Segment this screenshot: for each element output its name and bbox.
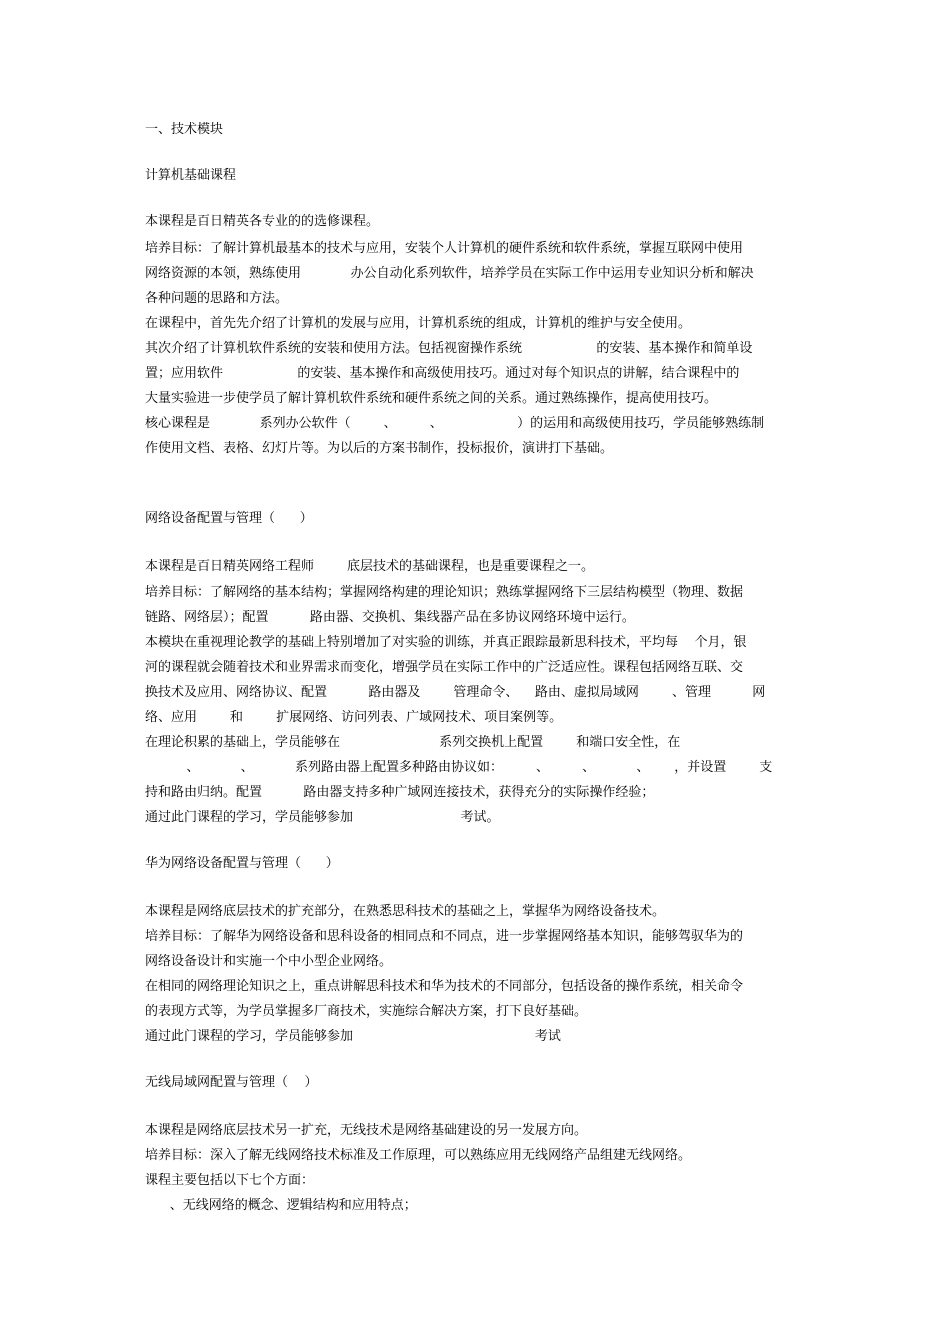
paragraph-line: 课程主要包括以下七个方面： bbox=[145, 1173, 315, 1188]
paragraph-line: 在相同的网络理论知识之上，重点讲解思科技术和华为技术的不同部分，包括设备的操作系统，相关命令 bbox=[145, 979, 744, 994]
paragraph-line: 本模块在重视理论教学的基础上特别增加了对实验的训练，并真正跟踪最新思科技术，平均每 个月，银 bbox=[145, 635, 747, 650]
paragraph-line: 换技术及应用、网络协议、配置 路由器及 管理命令、 路由、虚拟局域网 、管理 网 bbox=[145, 685, 766, 700]
paragraph-line: 在课程中，首先先介绍了计算机的发展与应用，计算机系统的组成，计算机的维护与安全使用。 bbox=[145, 316, 692, 331]
paragraph-line: 本课程是网络底层技术的扩充部分，在熟悉思科技术的基础之上，掌握华为网络设备技术。 bbox=[145, 904, 666, 919]
paragraph-line: 网络设备设计和实施一个中小型企业网络。 bbox=[145, 954, 393, 969]
paragraph-line: 网络资源的本领，熟练使用 办公自动化系列软件，培养学员在实际工作中运用专业知识分析和解决 bbox=[145, 266, 754, 281]
paragraph-line: 络、应用 和 扩展网络、访问列表、广域网技术、项目案例等。 bbox=[145, 710, 563, 725]
paragraph-line: 本课程是百日精英网络工程师 底层技术的基础课程，也是重要课程之一。 bbox=[145, 559, 595, 574]
paragraph-line: 培养目标：了解计算机最基本的技术与应用，安装个人计算机的硬件系统和软件系统，掌握互联网中使用 bbox=[145, 241, 744, 256]
paragraph-line: 的表现方式等，为学员掌握多厂商技术，实施综合解决方案，打下良好基础。 bbox=[145, 1004, 588, 1019]
paragraph-line: 通过此门课程的学习，学员能够参加 考试。 bbox=[145, 810, 500, 825]
paragraph-line: 培养目标：了解网络的基本结构；掌握网络构建的理论知识；熟练掌握网络下三层结构模型（物理、数据 bbox=[145, 585, 744, 600]
section-title-huawei-devices: 华为网络设备配置与管理（ ） bbox=[145, 856, 339, 871]
paragraph-line: 持和路由归纳。配置 路由器支持多种广域网连接技术，获得充分的实际操作经验； bbox=[145, 785, 655, 800]
paragraph-line: 作使用文档、表格、幻灯片等。为以后的方案书制作，投标报价，演讲打下基础。 bbox=[145, 441, 614, 456]
paragraph-line: 置；应用软件 的安装、基本操作和高级使用技巧。通过对每个知识点的讲解，结合课程中的 bbox=[145, 366, 740, 381]
paragraph-line: 、无线网络的概念、逻辑结构和应用特点； bbox=[145, 1198, 417, 1213]
paragraph-line: 本课程是百日精英各专业的的选修课程。 bbox=[145, 214, 380, 229]
section-title-network-devices: 网络设备配置与管理（ ） bbox=[145, 511, 313, 526]
section-title-wireless-lan: 无线局域网配置与管理（ ） bbox=[145, 1075, 318, 1090]
paragraph-line: 本课程是网络底层技术另一扩充，无线技术是网络基础建设的另一发展方向。 bbox=[145, 1123, 588, 1138]
paragraph-line: 链路、网络层）；配置 路由器、交换机、集线器产品在多协议网络环境中运行。 bbox=[145, 610, 635, 625]
section-title-computer-basics: 计算机基础课程 bbox=[145, 168, 237, 183]
paragraph-line: 培养目标：深入了解无线网络技术标准及工作原理，可以熟练应用无线网络产品组建无线网络。 bbox=[145, 1148, 692, 1163]
document-heading: 一、技术模块 bbox=[145, 122, 224, 137]
paragraph-line: 各种问题的思路和方法。 bbox=[145, 291, 289, 306]
paragraph-line: 培养目标：了解华为网络设备和思科设备的相同点和不同点，进一步掌握网络基本知识，能够驾驭华为的 bbox=[145, 929, 744, 944]
paragraph-line: 大量实验进一步使学员了解计算机软件系统和硬件系统之间的关系。通过熟练操作，提高使用技巧。 bbox=[145, 391, 718, 406]
paragraph-line: 其次介绍了计算机软件系统的安装和使用方法。包括视窗操作系统 的安装、基本操作和简单设 bbox=[145, 341, 753, 356]
paragraph-line: 核心课程是 系列办公软件（ 、 、 ）的运用和高级使用技巧，学员能够熟练制 bbox=[145, 416, 765, 431]
paragraph-line: 河的课程就会随着技术和业界需求而变化，增强学员在实际工作中的广泛适应性。课程包括网络互联、交 bbox=[145, 660, 744, 675]
paragraph-line: 通过此门课程的学习，学员能够参加 考试 bbox=[145, 1029, 561, 1044]
paragraph-line: 、 、 系列路由器上配置多种路由协议如： 、 、 、 ，并设置 支 bbox=[145, 760, 773, 775]
paragraph-line: 在理论积累的基础上，学员能够在 系列交换机上配置 和端口安全性，在 bbox=[145, 735, 681, 750]
